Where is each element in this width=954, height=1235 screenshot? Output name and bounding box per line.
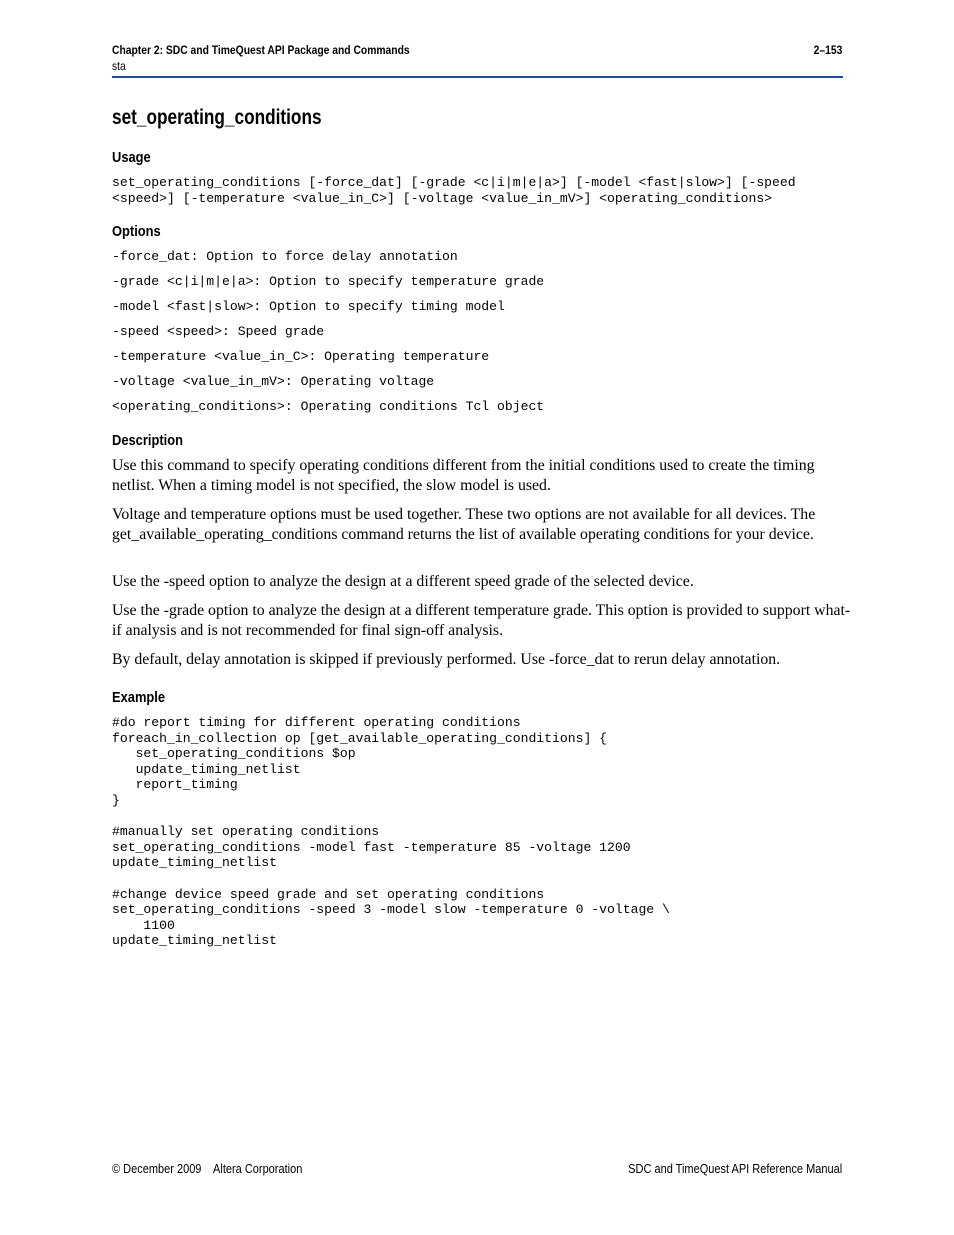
option-item: <operating_conditions>: Operating conditions Tcl object (112, 399, 545, 414)
code-line: set_operating_conditions -model fast -temperature 85 -voltage 1200 (112, 839, 631, 855)
description-paragraph: Use the -speed option to analyze the design at a different speed grade of the selected device. (112, 573, 694, 590)
option-item: -speed <speed>: Speed grade (112, 324, 325, 339)
description-paragraph: Voltage and temperature options must be used together. These two options are not available for all devices. The get_available_operating_conditions command returns the list of available operating conditions for your device. (112, 506, 816, 543)
code-line: #do report timing for different operating conditions (112, 715, 521, 730)
option-item: -temperature <value_in_C>: Operating temperature (112, 349, 490, 364)
code-line: set_operating_conditions -speed 3 -model slow -temperature 0 -voltage \ (112, 902, 670, 918)
page-title: set_operating_conditions (112, 106, 322, 129)
page-number: 2–153 (813, 43, 842, 57)
code-line: foreach_in_collection op [get_available_operating_conditions] { (112, 730, 608, 746)
example-heading: Example (112, 689, 166, 706)
usage-heading: Usage (112, 149, 151, 166)
usage-syntax (112, 175, 796, 206)
code-line: #change device speed grade and set operating conditions (112, 886, 545, 902)
code-line: report_timing (112, 777, 238, 793)
options-heading: Options (112, 223, 161, 240)
example-code (112, 715, 670, 949)
description-heading: Description (112, 432, 183, 449)
header-rule (112, 76, 843, 78)
option-item: -voltage <value_in_mV>: Operating voltage (112, 374, 435, 389)
description-paragraph: Use the -grade option to analyze the design at a different temperature grade. This option is provided to support what-if analysis and is not recommended for final sign-off analysis. (112, 602, 851, 639)
code-line: update_timing_netlist (112, 933, 278, 949)
option-item: -model <fast|slow>: Option to specify timing model (112, 299, 505, 314)
footer-copyright: © December 2009 Altera Corporation (112, 1162, 303, 1176)
code-line: update_timing_netlist (112, 855, 278, 871)
code-line: #manually set operating conditions (112, 824, 380, 840)
description-paragraph: By default, delay annotation is skipped if previously performed. Use -force_dat to rerun delay annotation. (112, 651, 781, 668)
running-header-chapter: Chapter 2: SDC and TimeQuest API Package and Commands (112, 43, 410, 57)
description-paragraph: Use this command to specify operating conditions different from the initial conditions used to create the timing netlist. When a timing model is not specified, the slow model is used. (112, 457, 815, 494)
footer-manual-title: SDC and TimeQuest API Reference Manual (627, 1162, 842, 1176)
code-line: } (112, 792, 120, 808)
usage-line: set_operating_conditions [-force_dat] [-grade <c|i|m|e|a>] [-model <fast|slow>] [-speed (112, 175, 796, 190)
option-item: -grade <c|i|m|e|a>: Option to specify temperature grade (112, 274, 545, 289)
code-line: set_operating_conditions $op (112, 746, 356, 762)
running-header-package: sta (112, 59, 126, 73)
option-item: -force_dat: Option to force delay annotation (112, 249, 458, 264)
usage-line: <speed>] [-temperature <value_in_C>] [-voltage <value_in_mV>] <operating_conditions> (112, 190, 773, 206)
code-line: 1100 (112, 917, 175, 933)
code-line: update_timing_netlist (112, 761, 301, 777)
